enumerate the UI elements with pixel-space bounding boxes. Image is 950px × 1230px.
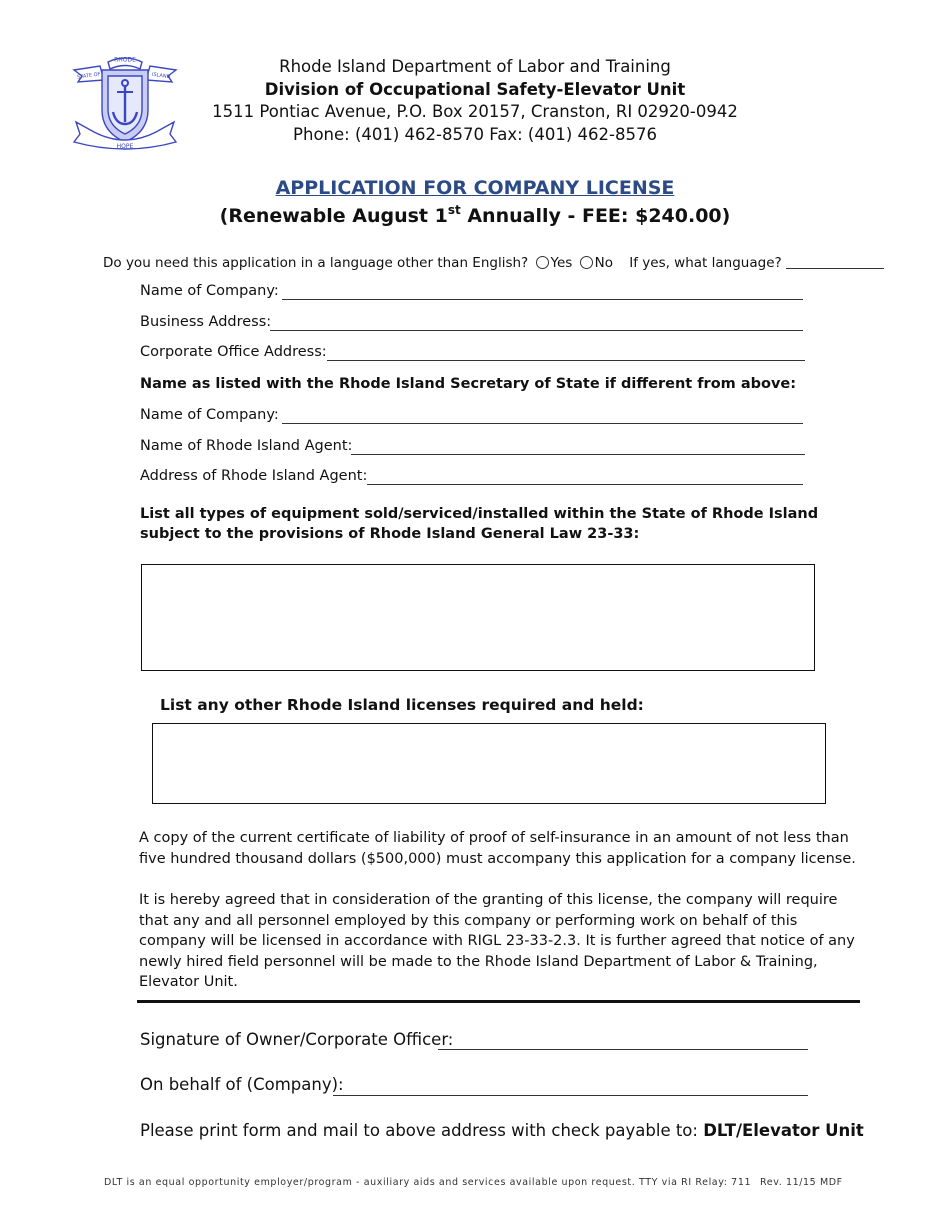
seal-left-text: STATE OF: [76, 71, 101, 81]
footer-revision: Rev. 11/15 MDF: [760, 1177, 843, 1188]
no-label: No: [594, 255, 613, 271]
corporate-office-address-input[interactable]: [327, 360, 805, 361]
language-question-row: [103, 255, 884, 271]
division-name: Division of Occupational Safety-Elevator Unit: [264, 80, 686, 99]
yes-label: Yes: [550, 255, 573, 271]
equipment-textarea[interactable]: [141, 564, 815, 671]
sos-company-name-input[interactable]: [282, 423, 803, 424]
company-name-label: Name of Company:: [140, 283, 279, 299]
department-address: 1511 Pontiac Avenue, P.O. Box 20157, Cranston, RI 02920-0942: [212, 102, 738, 121]
footer-eeo-statement: DLT is an equal opportunity employer/program - auxiliary aids and services available upon request. TTY via RI Relay: 711: [104, 1177, 752, 1188]
form-subtitle: (Renewable August 1st Annually - FEE: $240.00): [219, 203, 731, 227]
equipment-prompt-line1: List all types of equipment sold/serviced/installed within the State of Rhode Island: [140, 506, 819, 522]
licenses-textarea[interactable]: [152, 723, 826, 804]
language-followup: If yes, what language?: [629, 255, 782, 271]
agent-name-input[interactable]: [351, 454, 805, 455]
agent-address-input[interactable]: [367, 484, 803, 485]
behalf-company-input[interactable]: [333, 1095, 808, 1096]
behalf-company-label: On behalf of (Company):: [140, 1075, 344, 1094]
agent-address-label: Address of Rhode Island Agent:: [140, 468, 368, 484]
mail-instructions: Please print form and mail to above address with check payable to: DLT/Elevator Unit: [140, 1121, 864, 1140]
sos-heading: Name as listed with the Rhode Island Secretary of State if different from above:: [140, 376, 797, 392]
equipment-prompt-line2: subject to the provisions of Rhode Island General Law 23-33:: [140, 526, 640, 542]
company-name-input[interactable]: [282, 299, 803, 300]
language-input[interactable]: [786, 268, 884, 269]
sos-company-name-label: Name of Company:: [140, 407, 279, 423]
form-title: APPLICATION FOR COMPANY LICENSE: [275, 177, 675, 199]
seal-right-text: ISLAND: [151, 71, 171, 81]
language-question: Do you need this application in a language other than English?: [103, 255, 529, 271]
mail-payee: DLT/Elevator Unit: [703, 1121, 864, 1140]
department-name: Rhode Island Department of Labor and Training: [279, 57, 671, 76]
section-divider: [137, 1000, 860, 1003]
insurance-paragraph: A copy of the current certificate of liability of proof of self-insurance in an amount of not less than five hundred thousand dollars ($500,000) must accompany this application for a company license.: [139, 830, 856, 867]
seal-top-text: RHODE: [114, 56, 136, 64]
business-address-input[interactable]: [270, 330, 803, 331]
corporate-office-address-label: Corporate Office Address:: [140, 344, 327, 360]
agent-name-label: Name of Rhode Island Agent:: [140, 438, 353, 454]
department-phone: Phone: (401) 462-8570 Fax: (401) 462-8576: [293, 125, 657, 144]
yes-radio[interactable]: [536, 256, 549, 269]
seal-bottom-text: HOPE: [116, 143, 134, 150]
officer-signature-input[interactable]: [438, 1049, 808, 1050]
no-radio[interactable]: [580, 256, 593, 269]
licenses-prompt: List any other Rhode Island licenses required and held:: [160, 696, 644, 714]
business-address-label: Business Address:: [140, 314, 272, 330]
agreement-paragraph: It is hereby agreed that in consideration of the granting of this license, the company will require that any and all personnel employed by this company or performing work on behalf of this company will be licensed in accordance with RIGL 23-33-2.3. It is further agreed that notice of any newly hired field personnel will be made to the Rhode Island Department of Labor & Training, Elevator Unit.: [139, 892, 855, 990]
officer-signature-label: Signature of Owner/Corporate Officer:: [140, 1030, 454, 1049]
